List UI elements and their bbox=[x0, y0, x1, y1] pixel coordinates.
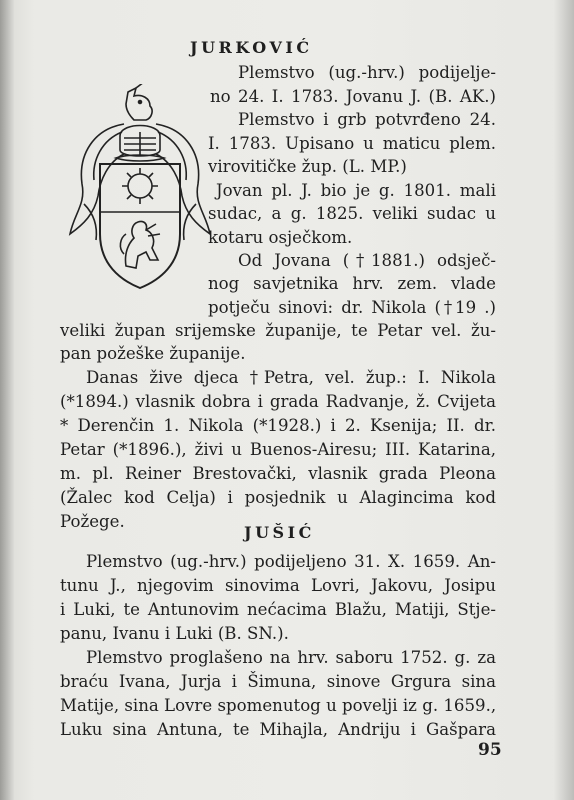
entry-heading-jusic: JUŠIĆ bbox=[244, 523, 315, 542]
text-line: (*1894.) vlasnik dobra i grada Radvanje, ž. Cvijeta bbox=[60, 392, 496, 411]
text-line: veliki župan srijemske županije, te Petar vel. žu- bbox=[60, 321, 496, 340]
text-line: Jovan pl. J. bio je g. 1801. mali bbox=[216, 181, 496, 200]
text-line: virovitičke žup. (L. MP.) bbox=[208, 157, 407, 176]
page-number: 95 bbox=[478, 740, 502, 760]
text-line: potječu sinovi: dr. Nikola (†19 .) bbox=[208, 298, 496, 317]
text-line: Luku sina Antuna, te Mihajla, Andriju i Gašpara bbox=[60, 720, 496, 739]
text-line: Petar (*1896.), živi u Buenos-Airesu; III. Katarina, bbox=[60, 440, 496, 459]
text-line: Plemstvo i grb potvrđeno 24. bbox=[238, 110, 496, 129]
text-line: braću Ivana, Jurja i Šimuna, sinove Grgura sina bbox=[60, 672, 496, 691]
text-line: pan požeške županije. bbox=[60, 344, 246, 363]
text-line: Plemstvo proglašeno na hrv. saboru 1752. g. za bbox=[86, 648, 496, 667]
coat-of-arms-icon bbox=[64, 84, 212, 296]
text-line: sudac, a g. 1825. veliki sudac u bbox=[208, 204, 496, 223]
text-line: m. pl. Reiner Brestovački, vlasnik grada Pleona bbox=[60, 464, 496, 483]
page-edge-shadow bbox=[554, 0, 574, 800]
text-line: Od Jovana (†1881.) odsječ- bbox=[238, 251, 496, 270]
entry-heading-jurkovic: JURKOVIĆ bbox=[190, 38, 313, 57]
text-line: panu, Ivanu i Luki (B. SN.). bbox=[60, 624, 289, 643]
text-line: * Derenčin 1. Nikola (*1928.) i 2. Ksenija; II. dr. bbox=[60, 416, 496, 435]
text-line: Matije, sina Lovre spomenutog u povelji iz g. 1659., bbox=[60, 696, 497, 715]
text-line: Plemstvo (ug.-hrv.) podijeljeno 31. X. 1659. An- bbox=[86, 552, 496, 571]
text-line: I. 1783. Upisano u maticu plem. bbox=[208, 134, 496, 153]
text-line: kotaru osječkom. bbox=[208, 228, 353, 247]
text-line: Požege. bbox=[60, 512, 125, 531]
text-line: tunu J., njegovim sinovima Lovri, Jakovu, Josipu bbox=[60, 576, 496, 595]
text-line: nog savjetnika hrv. zem. vlade bbox=[208, 274, 496, 293]
text-line: no 24. I. 1783. Jovanu J. (B. AK.) bbox=[210, 87, 496, 106]
text-line: Plemstvo (ug.-hrv.) podijelje- bbox=[238, 63, 496, 82]
book-spine-shadow bbox=[0, 0, 14, 800]
text-line: Danas žive djeca †Petra, vel. žup.: I. Nikola bbox=[86, 368, 496, 387]
text-line: (Žalec kod Celja) i posjednik u Alagincima kod bbox=[60, 488, 496, 507]
text-line: i Luki, te Antunovim nećacima Blažu, Matiji, Stje- bbox=[60, 600, 496, 619]
